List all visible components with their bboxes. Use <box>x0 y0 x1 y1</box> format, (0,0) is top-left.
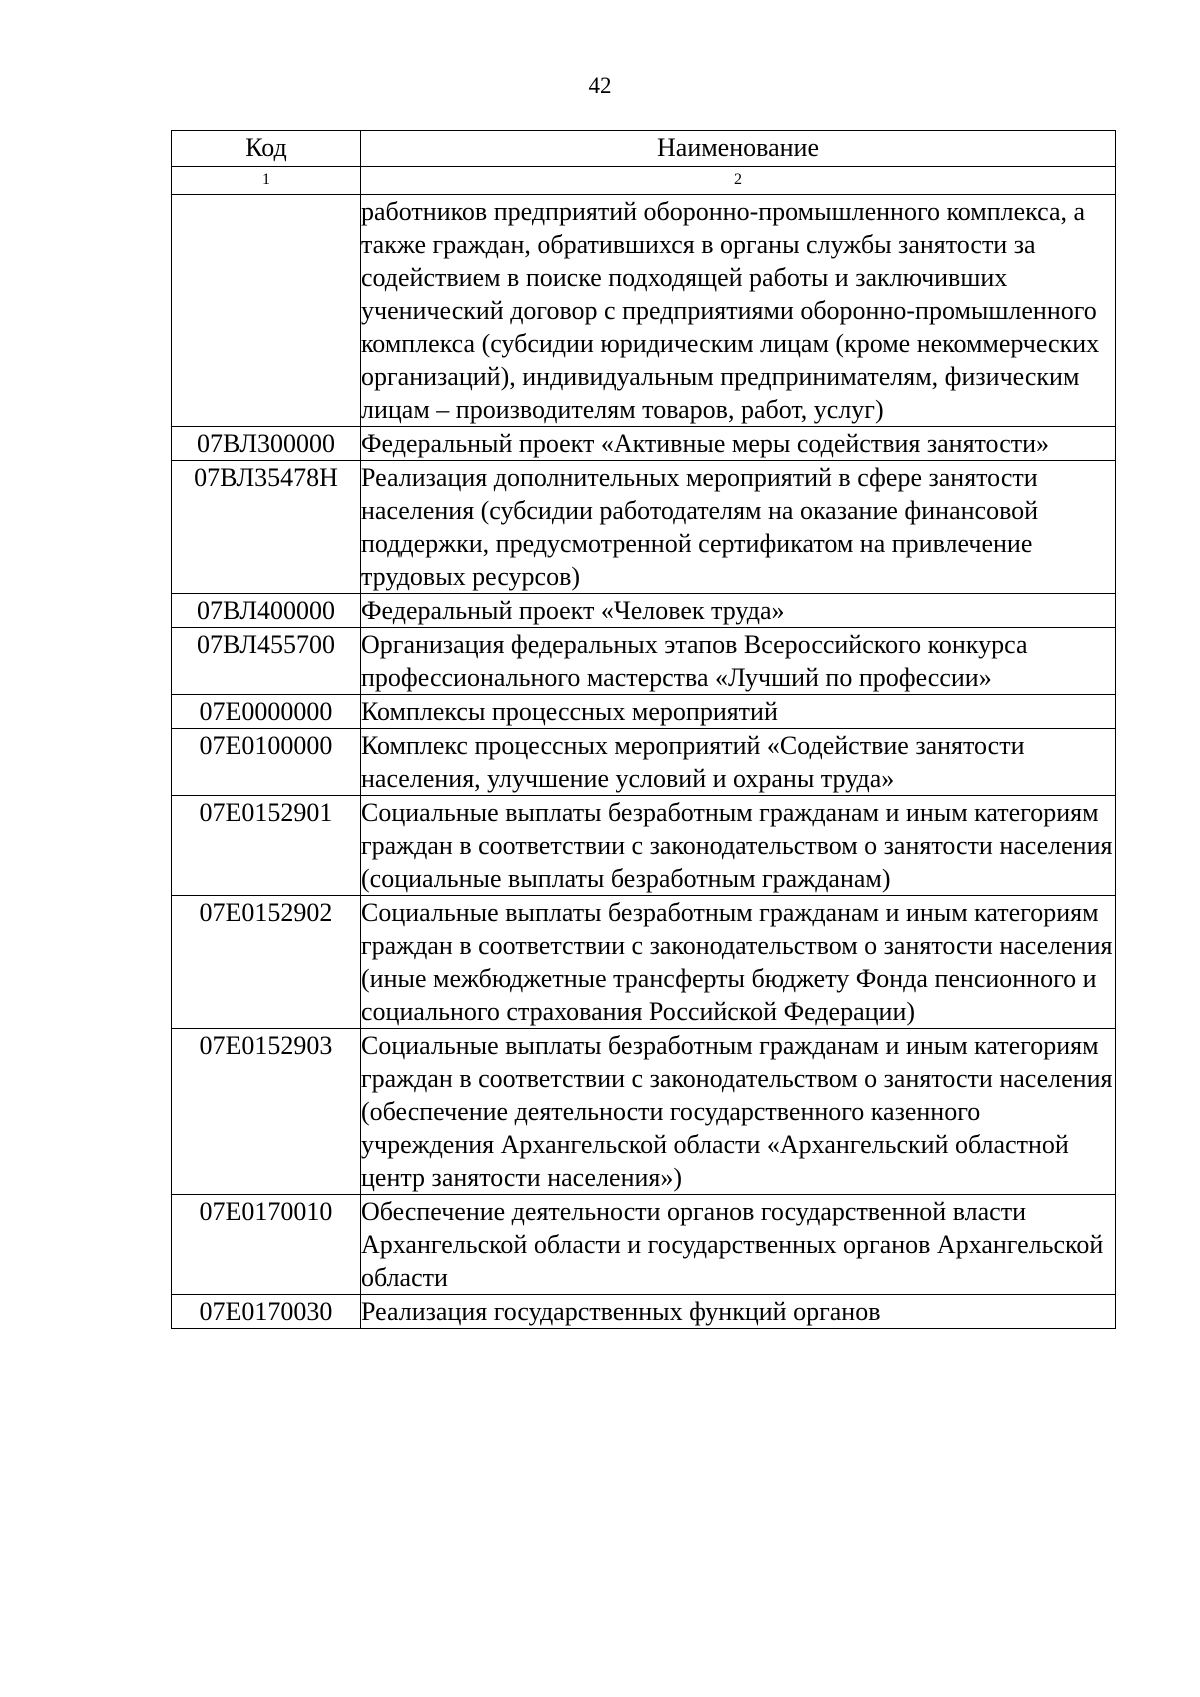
table-row <box>172 1195 1116 1295</box>
column-number-row <box>172 167 1116 195</box>
row-code: 07Е0152903 <box>172 1029 361 1195</box>
table-row <box>172 1029 1116 1195</box>
row-name: Обеспечение деятельности органов государственной власти Архангельской области и государственных органов Архангельской области <box>361 1195 1116 1295</box>
row-code: 07Е0170030 <box>172 1295 361 1329</box>
table-row <box>172 1295 1116 1329</box>
column-number-name: 2 <box>361 167 1116 195</box>
row-name: Реализация государственных функций органов <box>361 1295 1116 1329</box>
column-number-code: 1 <box>172 167 361 195</box>
row-name: Федеральный проект «Активные меры содействия занятости» <box>361 427 1116 461</box>
table-row <box>172 896 1116 1029</box>
table-header-row <box>172 131 1116 167</box>
row-name: Социальные выплаты безработным гражданам и иным категориям граждан в соответствии с законодательством о занятости населения (социальные выплаты безработным гражданам) <box>361 796 1116 896</box>
table-row <box>172 695 1116 729</box>
row-name: Социальные выплаты безработным гражданам и иным категориям граждан в соответствии с законодательством о занятости населения (обеспечение деятельности государственного казенного учреждения Архангельской области «Архангельский областной центр занятости населения») <box>361 1029 1116 1195</box>
row-name: Комплекс процессных мероприятий «Содействие занятости населения, улучшение условий и охраны труда» <box>361 729 1116 796</box>
row-name: Организация федеральных этапов Всероссийского конкурса профессионального мастерства «Лучший по профессии» <box>361 628 1116 695</box>
table-row <box>172 796 1116 896</box>
budget-codes-table <box>171 130 1116 1329</box>
header-name: Наименование <box>361 131 1116 167</box>
row-code: 07ВЛ400000 <box>172 594 361 628</box>
row-name: работников предприятий оборонно-промышленного комплекса, а также граждан, обратившихся в органы службы занятости за содействием в поиске подходящей работы и заключивших ученический договор с предприятиями оборонно-промышленного комплекса (субсидии юридическим лицам (кроме некоммерческих организаций), индивидуальным предпринимателям, физическим лицам – производителям товаров, работ, услуг) <box>361 195 1116 427</box>
row-code: 07Е0170010 <box>172 1195 361 1295</box>
table-row <box>172 628 1116 695</box>
row-code: 07Е0000000 <box>172 695 361 729</box>
row-code <box>172 195 361 427</box>
row-code: 07Е0152902 <box>172 896 361 1029</box>
table-row <box>172 461 1116 594</box>
row-code: 07Е0152901 <box>172 796 361 896</box>
row-name: Реализация дополнительных мероприятий в сфере занятости населения (субсидии работодателям на оказание финансовой поддержки, предусмотренной сертификатом на привлечение трудовых ресурсов) <box>361 461 1116 594</box>
row-name: Социальные выплаты безработным гражданам и иным категориям граждан в соответствии с законодательством о занятости населения (иные межбюджетные трансферты бюджету Фонда пенсионного и социального страхования Российской Федерации) <box>361 896 1116 1029</box>
table-row <box>172 594 1116 628</box>
row-name: Федеральный проект «Человек труда» <box>361 594 1116 628</box>
table-row <box>172 729 1116 796</box>
row-code: 07Е0100000 <box>172 729 361 796</box>
row-code: 07ВЛ35478Н <box>172 461 361 594</box>
row-code: 07ВЛ300000 <box>172 427 361 461</box>
table-row <box>172 427 1116 461</box>
header-code: Код <box>172 131 361 167</box>
table-row <box>172 195 1116 427</box>
row-code: 07ВЛ455700 <box>172 628 361 695</box>
page-number: 42 <box>588 73 612 98</box>
row-name: Комплексы процессных мероприятий <box>361 695 1116 729</box>
